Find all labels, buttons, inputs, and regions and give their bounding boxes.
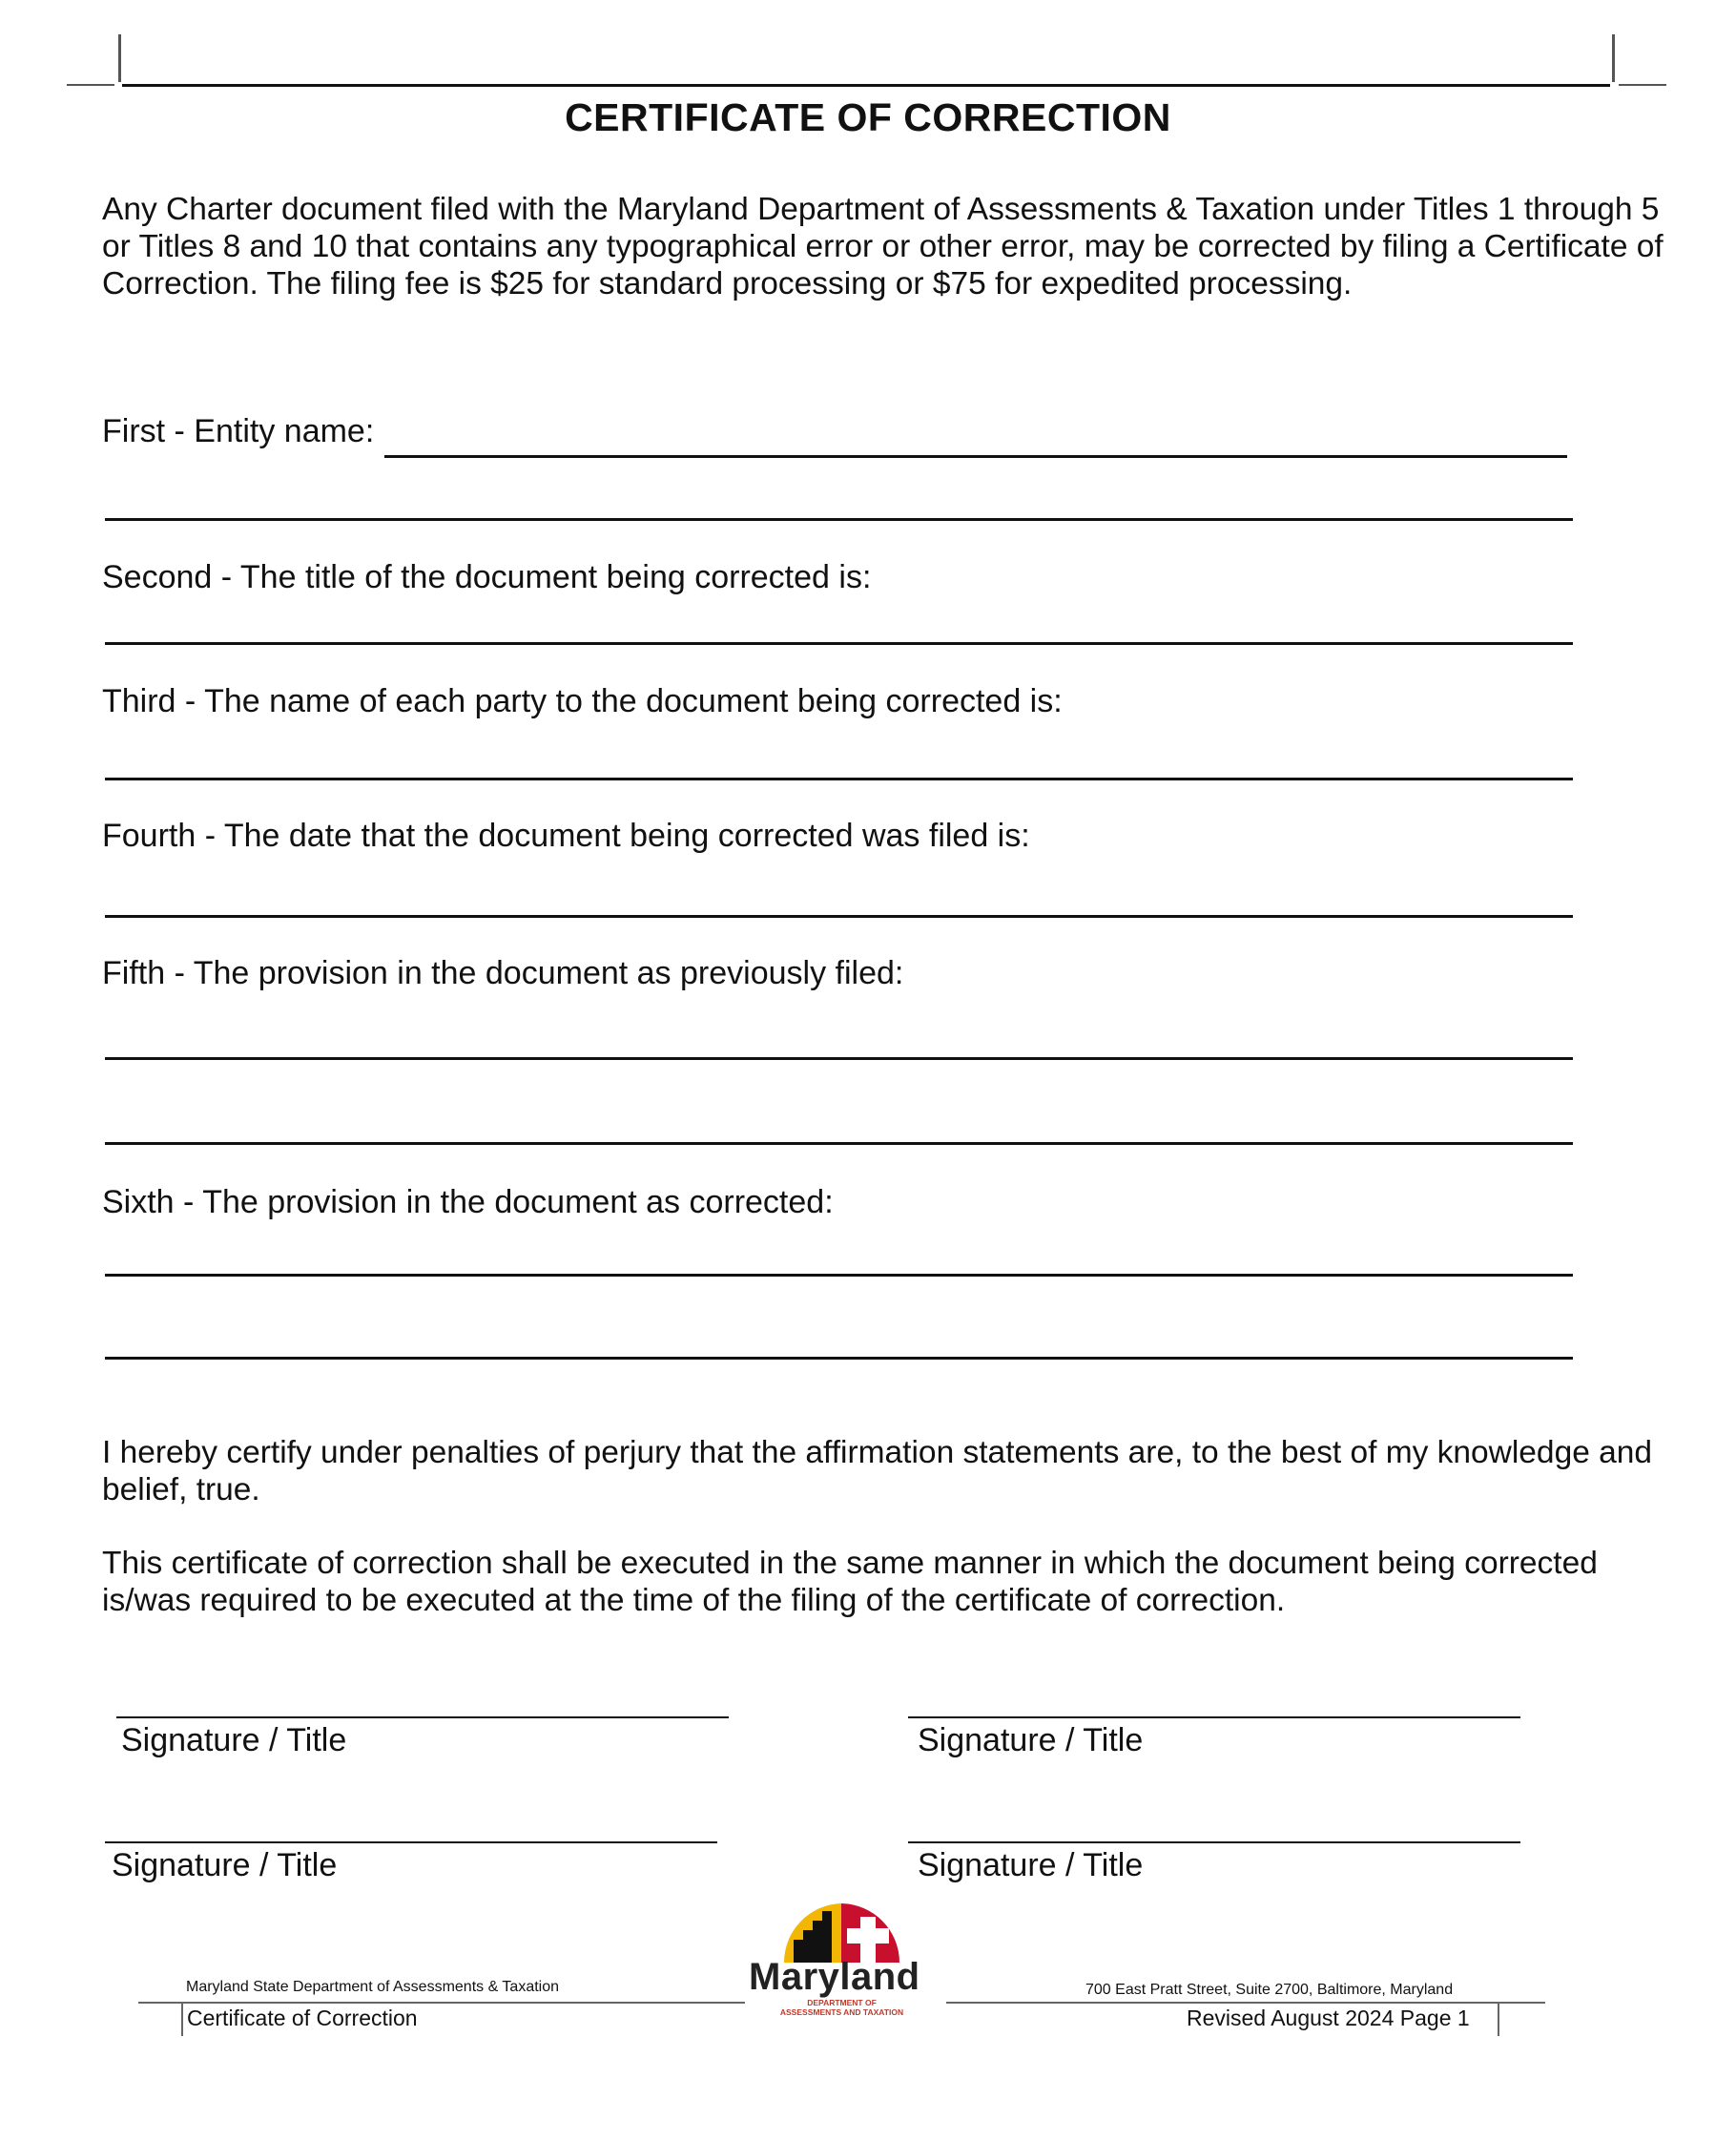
field-label-previous-provision: Fifth - The provision in the document as previously filed: — [102, 955, 904, 991]
signature-line-4[interactable] — [908, 1841, 1520, 1843]
signature-line-2[interactable] — [908, 1716, 1520, 1718]
footer-tick-right — [1498, 2004, 1499, 2036]
field-label-entity-name: First - Entity name: — [102, 413, 375, 449]
affirmation-paragraph: I hereby certify under penalties of perjury that the affirmation statements are, to the best of my knowledge and belief, true. — [102, 1435, 1653, 1507]
maryland-flag-logo-icon — [782, 1902, 901, 1963]
footer-address: 700 East Pratt Street, Suite 2700, Baltimore, Maryland — [1085, 1982, 1454, 1998]
field-label-corrected-provision: Sixth - The provision in the document as corrected: — [102, 1184, 834, 1220]
footer-agency: Maryland State Department of Assessments & Taxation — [186, 1979, 560, 1995]
field-label-party-names: Third - The name of each party to the document being corrected is: — [102, 683, 1063, 719]
party-names-line[interactable] — [105, 778, 1573, 780]
footer-form-name: Certificate of Correction — [187, 2006, 418, 2030]
footer-tick-left — [181, 2004, 183, 2036]
entity-name-line[interactable] — [384, 455, 1567, 458]
logo-subtitle-2: ASSESSMENTS AND TAXATION — [779, 2007, 904, 2017]
corrected-provision-line-2[interactable] — [105, 1357, 1573, 1360]
logo-subtitle-1: DEPARTMENT OF — [807, 1998, 877, 2007]
previous-provision-line-2[interactable] — [105, 1142, 1573, 1145]
signature-label-3: Signature / Title — [112, 1847, 338, 1883]
signature-label-1: Signature / Title — [121, 1722, 347, 1758]
field-label-filed-date: Fourth - The date that the document being corrected was filed is: — [102, 818, 1030, 854]
document-title-line[interactable] — [105, 642, 1573, 645]
signature-label-4: Signature / Title — [918, 1847, 1144, 1883]
execution-paragraph: This certificate of correction shall be executed in the same manner in which the document being corrected is/was required to be executed at the time of the filing of the certificate of correction. — [102, 1546, 1598, 1618]
field-label-document-title: Second - The title of the document being corrected is: — [102, 559, 872, 595]
logo-wordmark: Maryland — [749, 1956, 920, 1998]
intro-paragraph: Any Charter document filed with the Maryland Department of Assessments & Taxation under Titles 1 through 5 or Titles 8 and 10 that contains any typographical error or other error, may be corrected by filing a Certificate of Correction. The filing fee is $25 for standard processing or $75 for expedited processing. — [102, 192, 1664, 301]
crop-mark-top-right-v — [1612, 34, 1615, 82]
footer-revision: Revised August 2024 Page 1 — [1187, 2006, 1470, 2030]
previous-provision-line-1[interactable] — [105, 1057, 1573, 1060]
page-title: CERTIFICATE OF CORRECTION — [565, 95, 1171, 139]
footer-rule-right — [946, 2002, 1545, 2004]
filed-date-line[interactable] — [105, 915, 1573, 918]
entity-name-line-2[interactable] — [105, 518, 1573, 521]
corrected-provision-line-1[interactable] — [105, 1274, 1573, 1277]
crop-mark-top-right-h — [1619, 84, 1666, 86]
signature-line-1[interactable] — [116, 1716, 729, 1718]
crop-mark-top-left-v — [118, 34, 121, 82]
header-rule — [122, 84, 1610, 87]
signature-line-3[interactable] — [105, 1841, 717, 1843]
footer-rule-left — [138, 2002, 745, 2004]
signature-label-2: Signature / Title — [918, 1722, 1144, 1758]
crop-mark-top-left-h — [67, 84, 114, 86]
